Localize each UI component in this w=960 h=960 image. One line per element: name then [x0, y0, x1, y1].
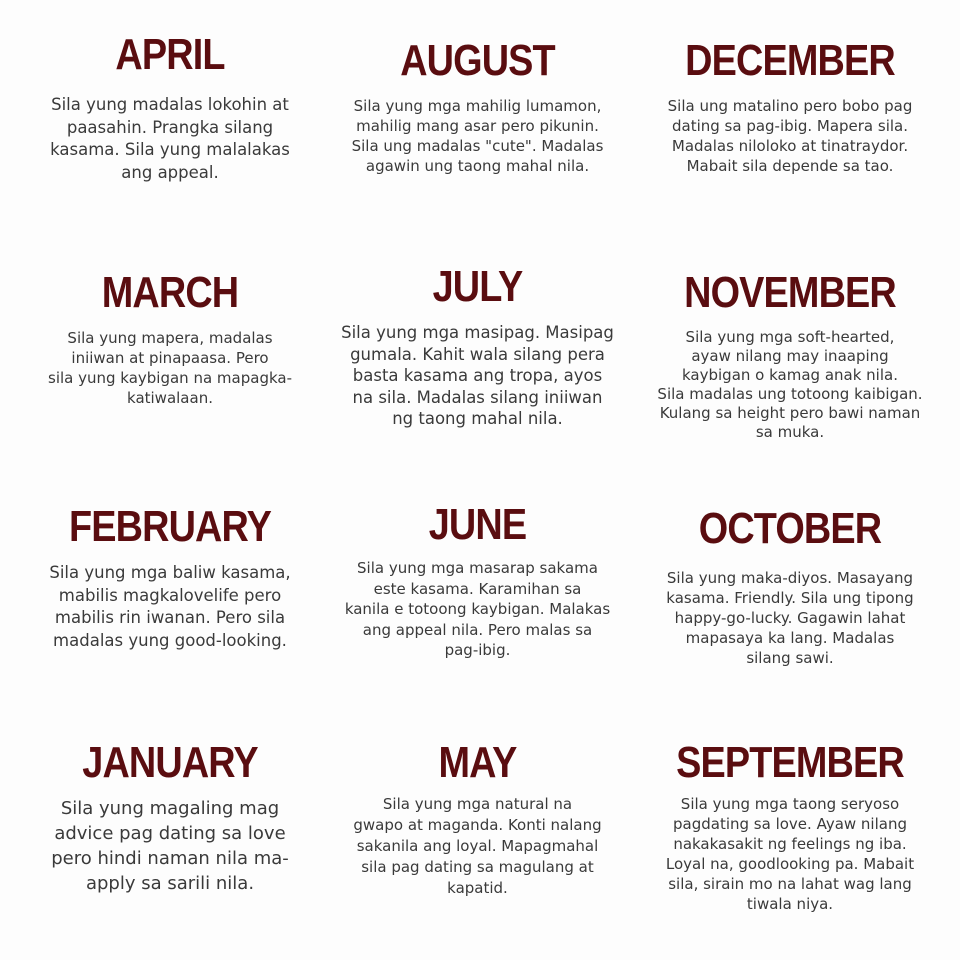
- month-description: Sila yung mga soft-hearted, ayaw nilang may inaaping kaybigan o kamag anak nila. Sila madalas ung totoong kaibigan. Kulang sa height pero bawi naman sa muka.: [657, 328, 923, 441]
- month-description: Sila yung mga masarap sakama este kasama. Karamihan sa kanila e totoong kaybigan. Malakas ang appeal nila. Pero malas sa pag-ibig.: [344, 559, 611, 659]
- month-card-january: [15, 738, 325, 896]
- month-card-may: [330, 738, 625, 899]
- month-description: Sila yung mapera, madalas iniiwan at pinapaasa. Pero sila yung kaybigan na mapagka- katiwalaan.: [48, 329, 292, 407]
- month-description: Sila yung madalas lokohin at paasahin. Prangka silang kasama. Sila yung malalakas ang appeal.: [50, 95, 290, 182]
- month-title: DECEMBER: [685, 36, 895, 85]
- month-description: Sila yung magaling mag advice pag dating sa love pero hindi naman nila ma- apply sa sarili nila.: [51, 798, 289, 894]
- month-title: MAY: [438, 738, 517, 787]
- month-title: AUGUST: [400, 36, 555, 85]
- month-description: Sila ung matalino pero bobo pag dating sa pag-ibig. Mapera sila. Madalas niloloko at tinatraydor. Mabait sila depende sa tao.: [667, 97, 913, 175]
- month-card-october: [640, 504, 940, 668]
- month-title: JULY: [432, 262, 523, 311]
- month-title: JANUARY: [82, 738, 258, 787]
- month-title: NOVEMBER: [684, 268, 896, 317]
- month-description: Sila yung mga taong seryoso pagdating sa love. Ayaw nilang nakakasakit ng feelings ng iba. Loyal na, goodlooking pa. Mabait sila, sirain mo na lahat wag lang tiwala niya.: [665, 795, 915, 913]
- month-title: JUNE: [428, 500, 527, 549]
- month-title: APRIL: [115, 30, 225, 79]
- month-description: Sila yung mga masipag. Masipag gumala. Kahit wala silang pera basta kasama ang tropa, ayos na sila. Madalas silang iniiwan ng taong mahal nila.: [341, 323, 614, 428]
- month-description: Sila yung maka-diyos. Masayang kasama. Friendly. Sila ung tipong happy-go-lucky. Gagawin lahat mapasaya ka lang. Madalas silang sawi.: [666, 569, 914, 667]
- month-title: SEPTEMBER: [676, 738, 904, 787]
- month-description: Sila yung mga baliw kasama, mabilis magkalovelife pero mabilis rin iwanan. Pero sila madalas yung good-looking.: [49, 563, 291, 650]
- month-card-july: [325, 262, 630, 430]
- month-card-march: [20, 268, 320, 408]
- month-title: FEBRUARY: [69, 502, 271, 551]
- month-card-november: [640, 268, 940, 442]
- month-card-september: [640, 738, 940, 914]
- month-card-february: [20, 502, 320, 652]
- month-description: Sila yung mga natural na gwapo at maganda. Konti nalang sakanila ang loyal. Mapagmahal sila pag dating sa magulang at kapatid.: [353, 795, 602, 897]
- month-title: MARCH: [101, 268, 239, 317]
- month-card-august: [330, 36, 625, 176]
- month-title: OCTOBER: [698, 504, 882, 553]
- month-card-december: [640, 36, 940, 176]
- month-card-june: [325, 500, 630, 661]
- month-card-april: [20, 30, 320, 184]
- month-description: Sila yung mga mahilig lumamon, mahilig mang asar pero pikunin. Sila ung madalas "cute". Madalas agawin ung taong mahal nila.: [351, 97, 604, 175]
